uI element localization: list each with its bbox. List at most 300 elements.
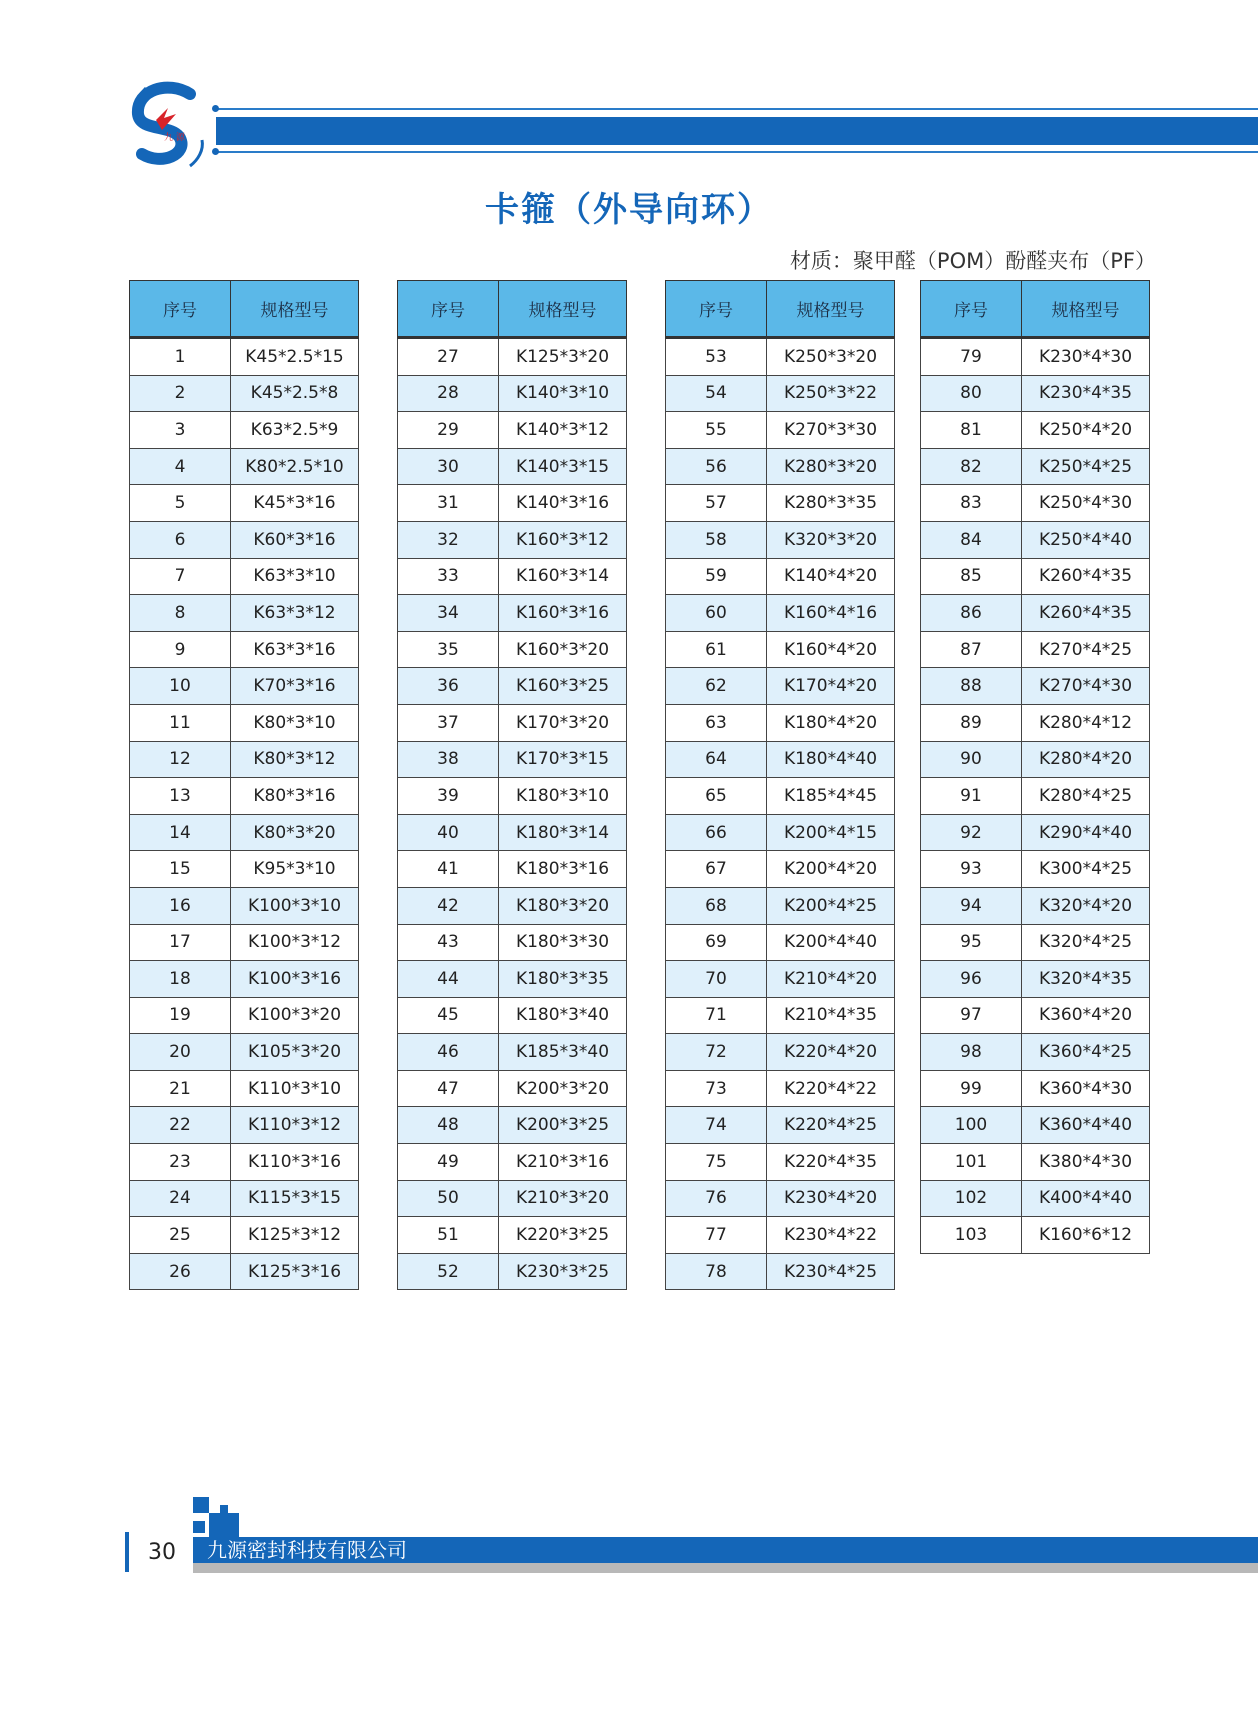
row-model-cell: K140*4*20: [767, 558, 895, 595]
row-index-cell: 97: [921, 997, 1022, 1034]
table-row: [130, 778, 359, 815]
row-model-cell: K45*2.5*8: [231, 375, 359, 412]
row-model-cell: K63*3*10: [231, 558, 359, 595]
row-model-cell: K360*4*30: [1022, 1070, 1150, 1107]
row-index-cell: 16: [130, 887, 231, 924]
row-model-cell: K180*3*16: [499, 851, 627, 888]
table-row: [921, 997, 1150, 1034]
row-model-cell: K140*3*10: [499, 375, 627, 412]
table-row: [130, 631, 359, 668]
row-model-cell: K95*3*10: [231, 851, 359, 888]
row-index-cell: 38: [398, 741, 499, 778]
row-model-cell: K185*4*45: [767, 778, 895, 815]
row-model-cell: K110*3*10: [231, 1070, 359, 1107]
row-index-cell: 22: [130, 1107, 231, 1144]
table-row: [130, 1107, 359, 1144]
footer-shadow-band: [193, 1563, 1258, 1573]
row-index-cell: 1: [130, 338, 231, 376]
row-model-cell: K185*3*40: [499, 1034, 627, 1071]
row-model-cell: K160*4*16: [767, 595, 895, 632]
row-index-cell: 75: [666, 1144, 767, 1181]
row-model-cell: K380*4*30: [1022, 1144, 1150, 1181]
table-row: [130, 1253, 359, 1290]
row-index-cell: 100: [921, 1107, 1022, 1144]
row-model-cell: K230*4*20: [767, 1180, 895, 1217]
row-index-cell: 34: [398, 595, 499, 632]
row-index-cell: 47: [398, 1070, 499, 1107]
company-logo: [128, 80, 208, 176]
row-model-cell: K270*3*30: [767, 412, 895, 449]
table-row: [666, 485, 895, 522]
table-row: [130, 814, 359, 851]
table-row: [130, 961, 359, 998]
table-row: [921, 778, 1150, 815]
row-model-cell: K220*4*20: [767, 1034, 895, 1071]
row-index-cell: 70: [666, 961, 767, 998]
row-index-cell: 13: [130, 778, 231, 815]
row-model-cell: K170*3*15: [499, 741, 627, 778]
table-row: [130, 997, 359, 1034]
row-index-cell: 14: [130, 814, 231, 851]
row-index-cell: 72: [666, 1034, 767, 1071]
row-model-cell: K200*3*20: [499, 1070, 627, 1107]
row-index-cell: 84: [921, 521, 1022, 558]
row-index-cell: 17: [130, 924, 231, 961]
table-row: [398, 1107, 627, 1144]
row-index-cell: 37: [398, 704, 499, 741]
row-model-cell: K230*4*25: [767, 1253, 895, 1290]
row-index-cell: 18: [130, 961, 231, 998]
row-index-cell: 8: [130, 595, 231, 632]
table-row: [130, 704, 359, 741]
row-model-cell: K320*4*25: [1022, 924, 1150, 961]
row-index-cell: 82: [921, 448, 1022, 485]
row-model-cell: K63*2.5*9: [231, 412, 359, 449]
table-row: [666, 1253, 895, 1290]
table-row: [398, 1144, 627, 1181]
table-row: [398, 1034, 627, 1071]
row-index-cell: 60: [666, 595, 767, 632]
row-model-cell: K63*3*16: [231, 631, 359, 668]
row-index-cell: 51: [398, 1217, 499, 1254]
row-model-cell: K80*3*12: [231, 741, 359, 778]
row-model-cell: K180*3*20: [499, 887, 627, 924]
table-row: [398, 448, 627, 485]
column-header-model: 规格型号: [767, 281, 895, 338]
row-index-cell: 7: [130, 558, 231, 595]
row-model-cell: K360*4*20: [1022, 997, 1150, 1034]
table-row: [921, 485, 1150, 522]
row-index-cell: 9: [130, 631, 231, 668]
table-row: [130, 485, 359, 522]
table-row: [666, 887, 895, 924]
row-index-cell: 99: [921, 1070, 1022, 1107]
table-row: [398, 375, 627, 412]
table-row: [666, 961, 895, 998]
table-row: [666, 1144, 895, 1181]
table-row: [666, 851, 895, 888]
row-index-cell: 83: [921, 485, 1022, 522]
row-index-cell: 77: [666, 1217, 767, 1254]
table-row: [666, 412, 895, 449]
table-row: [666, 704, 895, 741]
table-row: [666, 668, 895, 705]
row-model-cell: K180*3*35: [499, 961, 627, 998]
row-model-cell: K320*4*35: [1022, 961, 1150, 998]
table-row: [398, 412, 627, 449]
row-index-cell: 74: [666, 1107, 767, 1144]
row-index-cell: 36: [398, 668, 499, 705]
table-row: [921, 924, 1150, 961]
row-model-cell: K200*3*25: [499, 1107, 627, 1144]
row-index-cell: 39: [398, 778, 499, 815]
row-model-cell: K280*4*20: [1022, 741, 1150, 778]
row-model-cell: K180*3*10: [499, 778, 627, 815]
row-index-cell: 86: [921, 595, 1022, 632]
row-model-cell: K230*4*35: [1022, 375, 1150, 412]
table-row: [398, 1070, 627, 1107]
table-row: [666, 631, 895, 668]
column-header-index: 序号: [921, 281, 1022, 338]
row-model-cell: K210*4*35: [767, 997, 895, 1034]
table-row: [666, 1180, 895, 1217]
table-row: [666, 595, 895, 632]
row-index-cell: 2: [130, 375, 231, 412]
row-index-cell: 103: [921, 1217, 1022, 1254]
table-row: [921, 558, 1150, 595]
material-note: 材质：聚甲醛（POM）酚醛夹布（PF）: [789, 249, 1156, 273]
row-model-cell: K45*2.5*15: [231, 338, 359, 376]
table-row: [130, 668, 359, 705]
table-row: [666, 448, 895, 485]
row-model-cell: K230*4*30: [1022, 338, 1150, 376]
row-model-cell: K250*4*30: [1022, 485, 1150, 522]
row-index-cell: 59: [666, 558, 767, 595]
row-model-cell: K180*4*20: [767, 704, 895, 741]
table-row: [666, 375, 895, 412]
row-index-cell: 81: [921, 412, 1022, 449]
row-index-cell: 46: [398, 1034, 499, 1071]
row-model-cell: K320*4*20: [1022, 887, 1150, 924]
row-model-cell: K200*4*40: [767, 924, 895, 961]
column-header-model: 规格型号: [231, 281, 359, 338]
row-model-cell: K140*3*16: [499, 485, 627, 522]
row-index-cell: 79: [921, 338, 1022, 376]
row-model-cell: K280*3*20: [767, 448, 895, 485]
row-index-cell: 40: [398, 814, 499, 851]
row-model-cell: K250*4*40: [1022, 521, 1150, 558]
row-index-cell: 42: [398, 887, 499, 924]
row-index-cell: 88: [921, 668, 1022, 705]
table-row: [398, 704, 627, 741]
table-row: [398, 595, 627, 632]
row-index-cell: 67: [666, 851, 767, 888]
table-row: [130, 595, 359, 632]
row-index-cell: 64: [666, 741, 767, 778]
row-index-cell: 95: [921, 924, 1022, 961]
row-model-cell: K200*4*20: [767, 851, 895, 888]
table-row: [398, 741, 627, 778]
table-row: [666, 778, 895, 815]
row-index-cell: 102: [921, 1180, 1022, 1217]
footer-company-name: 九源密封科技有限公司: [207, 1538, 407, 1562]
row-model-cell: K270*4*30: [1022, 668, 1150, 705]
table-row: [130, 1217, 359, 1254]
row-model-cell: K250*4*25: [1022, 448, 1150, 485]
row-model-cell: K210*4*20: [767, 961, 895, 998]
row-model-cell: K360*4*25: [1022, 1034, 1150, 1071]
row-index-cell: 62: [666, 668, 767, 705]
row-model-cell: K280*4*25: [1022, 778, 1150, 815]
table-row: [921, 631, 1150, 668]
row-model-cell: K230*4*22: [767, 1217, 895, 1254]
row-index-cell: 92: [921, 814, 1022, 851]
row-index-cell: 27: [398, 338, 499, 376]
table-row: [921, 521, 1150, 558]
table-row: [666, 741, 895, 778]
table-row: [130, 1144, 359, 1181]
table-row: [398, 924, 627, 961]
row-index-cell: 41: [398, 851, 499, 888]
row-model-cell: K180*3*14: [499, 814, 627, 851]
header-line-top: [216, 108, 1258, 110]
column-header-model: 规格型号: [499, 281, 627, 338]
row-model-cell: K140*3*12: [499, 412, 627, 449]
row-model-cell: K125*3*16: [231, 1253, 359, 1290]
table-row: [130, 851, 359, 888]
row-model-cell: K80*3*16: [231, 778, 359, 815]
table-row: [130, 887, 359, 924]
table-row: [398, 1217, 627, 1254]
table-row: [666, 558, 895, 595]
table-row: [921, 1034, 1150, 1071]
spec-table-3: [665, 280, 895, 1290]
row-index-cell: 76: [666, 1180, 767, 1217]
row-index-cell: 66: [666, 814, 767, 851]
row-model-cell: K160*3*16: [499, 595, 627, 632]
row-index-cell: 6: [130, 521, 231, 558]
table-row: [666, 1217, 895, 1254]
row-index-cell: 11: [130, 704, 231, 741]
row-model-cell: K140*3*15: [499, 448, 627, 485]
table-row: [130, 448, 359, 485]
table-row: [921, 814, 1150, 851]
row-index-cell: 65: [666, 778, 767, 815]
footer-page-bar: [125, 1532, 129, 1572]
row-index-cell: 4: [130, 448, 231, 485]
row-index-cell: 45: [398, 997, 499, 1034]
row-index-cell: 78: [666, 1253, 767, 1290]
row-model-cell: K200*4*25: [767, 887, 895, 924]
table-row: [666, 924, 895, 961]
row-model-cell: K100*3*12: [231, 924, 359, 961]
table-row: [921, 1180, 1150, 1217]
table-row: [921, 1107, 1150, 1144]
header-dot: [212, 148, 219, 155]
row-index-cell: 21: [130, 1070, 231, 1107]
spec-table-2: [397, 280, 627, 1290]
row-index-cell: 15: [130, 851, 231, 888]
spec-table-1: [129, 280, 359, 1290]
row-model-cell: K280*4*12: [1022, 704, 1150, 741]
row-model-cell: K160*6*12: [1022, 1217, 1150, 1254]
row-model-cell: K210*3*16: [499, 1144, 627, 1181]
row-index-cell: 29: [398, 412, 499, 449]
table-row: [666, 1107, 895, 1144]
row-model-cell: K125*3*20: [499, 338, 627, 376]
table-row: [398, 814, 627, 851]
row-model-cell: K45*3*16: [231, 485, 359, 522]
footer-square: [209, 1513, 239, 1537]
table-row: [398, 887, 627, 924]
row-model-cell: K200*4*15: [767, 814, 895, 851]
row-index-cell: 90: [921, 741, 1022, 778]
row-model-cell: K160*3*25: [499, 668, 627, 705]
column-header-index: 序号: [398, 281, 499, 338]
table-row: [921, 1070, 1150, 1107]
row-model-cell: K250*4*20: [1022, 412, 1150, 449]
row-index-cell: 5: [130, 485, 231, 522]
column-header-index: 序号: [130, 281, 231, 338]
row-model-cell: K80*3*10: [231, 704, 359, 741]
table-row: [398, 961, 627, 998]
table-row: [921, 1144, 1150, 1181]
page-number: 30: [148, 1540, 176, 1565]
header-line-bottom: [216, 151, 1258, 153]
row-index-cell: 69: [666, 924, 767, 961]
table-row: [398, 631, 627, 668]
row-model-cell: K180*3*40: [499, 997, 627, 1034]
row-index-cell: 52: [398, 1253, 499, 1290]
row-index-cell: 50: [398, 1180, 499, 1217]
row-model-cell: K220*3*25: [499, 1217, 627, 1254]
table-row: [666, 521, 895, 558]
table-row: [921, 741, 1150, 778]
row-index-cell: 10: [130, 668, 231, 705]
row-model-cell: K220*4*25: [767, 1107, 895, 1144]
row-model-cell: K170*3*20: [499, 704, 627, 741]
table-row: [398, 338, 627, 376]
row-index-cell: 23: [130, 1144, 231, 1181]
row-model-cell: K280*3*35: [767, 485, 895, 522]
table-row: [921, 1217, 1150, 1254]
row-model-cell: K70*3*16: [231, 668, 359, 705]
table-row: [130, 521, 359, 558]
row-model-cell: K230*3*25: [499, 1253, 627, 1290]
row-index-cell: 53: [666, 338, 767, 376]
row-index-cell: 30: [398, 448, 499, 485]
row-index-cell: 89: [921, 704, 1022, 741]
row-index-cell: 20: [130, 1034, 231, 1071]
table-row: [398, 778, 627, 815]
row-index-cell: 49: [398, 1144, 499, 1181]
table-row: [921, 887, 1150, 924]
row-model-cell: K160*3*20: [499, 631, 627, 668]
spec-table-4: [920, 280, 1150, 1254]
table-row: [921, 961, 1150, 998]
row-index-cell: 85: [921, 558, 1022, 595]
table-row: [921, 412, 1150, 449]
table-row: [666, 997, 895, 1034]
table-row: [130, 741, 359, 778]
row-model-cell: K300*4*25: [1022, 851, 1150, 888]
table-row: [130, 338, 359, 376]
table-row: [666, 338, 895, 376]
row-model-cell: K160*4*20: [767, 631, 895, 668]
row-model-cell: K100*3*16: [231, 961, 359, 998]
row-model-cell: K260*4*35: [1022, 595, 1150, 632]
row-index-cell: 101: [921, 1144, 1022, 1181]
row-model-cell: K210*3*20: [499, 1180, 627, 1217]
footer-square: [193, 1497, 209, 1513]
row-index-cell: 56: [666, 448, 767, 485]
table-row: [921, 668, 1150, 705]
column-header-model: 规格型号: [1022, 281, 1150, 338]
table-row: [398, 558, 627, 595]
table-row: [921, 375, 1150, 412]
row-model-cell: K170*4*20: [767, 668, 895, 705]
row-index-cell: 19: [130, 997, 231, 1034]
footer-square: [193, 1521, 205, 1533]
row-model-cell: K250*3*22: [767, 375, 895, 412]
row-model-cell: K320*3*20: [767, 521, 895, 558]
row-model-cell: K250*3*20: [767, 338, 895, 376]
row-model-cell: K100*3*10: [231, 887, 359, 924]
row-index-cell: 32: [398, 521, 499, 558]
table-row: [921, 851, 1150, 888]
row-index-cell: 55: [666, 412, 767, 449]
row-model-cell: K63*3*12: [231, 595, 359, 632]
table-row: [398, 485, 627, 522]
row-index-cell: 58: [666, 521, 767, 558]
table-row: [921, 448, 1150, 485]
table-row: [130, 924, 359, 961]
row-index-cell: 43: [398, 924, 499, 961]
row-model-cell: K80*3*20: [231, 814, 359, 851]
row-index-cell: 44: [398, 961, 499, 998]
row-model-cell: K400*4*40: [1022, 1180, 1150, 1217]
row-index-cell: 57: [666, 485, 767, 522]
table-row: [398, 1180, 627, 1217]
row-model-cell: K180*3*30: [499, 924, 627, 961]
row-index-cell: 54: [666, 375, 767, 412]
row-model-cell: K270*4*25: [1022, 631, 1150, 668]
row-index-cell: 25: [130, 1217, 231, 1254]
row-index-cell: 12: [130, 741, 231, 778]
row-model-cell: K60*3*16: [231, 521, 359, 558]
table-row: [666, 1070, 895, 1107]
row-index-cell: 26: [130, 1253, 231, 1290]
table-row: [398, 1253, 627, 1290]
row-index-cell: 35: [398, 631, 499, 668]
row-model-cell: K115*3*15: [231, 1180, 359, 1217]
table-row: [921, 704, 1150, 741]
row-index-cell: 61: [666, 631, 767, 668]
row-index-cell: 73: [666, 1070, 767, 1107]
table-row: [921, 338, 1150, 376]
row-model-cell: K260*4*35: [1022, 558, 1150, 595]
row-index-cell: 63: [666, 704, 767, 741]
row-index-cell: 33: [398, 558, 499, 595]
table-row: [666, 1034, 895, 1071]
row-model-cell: K220*4*22: [767, 1070, 895, 1107]
row-index-cell: 28: [398, 375, 499, 412]
row-index-cell: 87: [921, 631, 1022, 668]
row-model-cell: K360*4*40: [1022, 1107, 1150, 1144]
table-row: [130, 1034, 359, 1071]
row-model-cell: K160*3*12: [499, 521, 627, 558]
row-index-cell: 68: [666, 887, 767, 924]
